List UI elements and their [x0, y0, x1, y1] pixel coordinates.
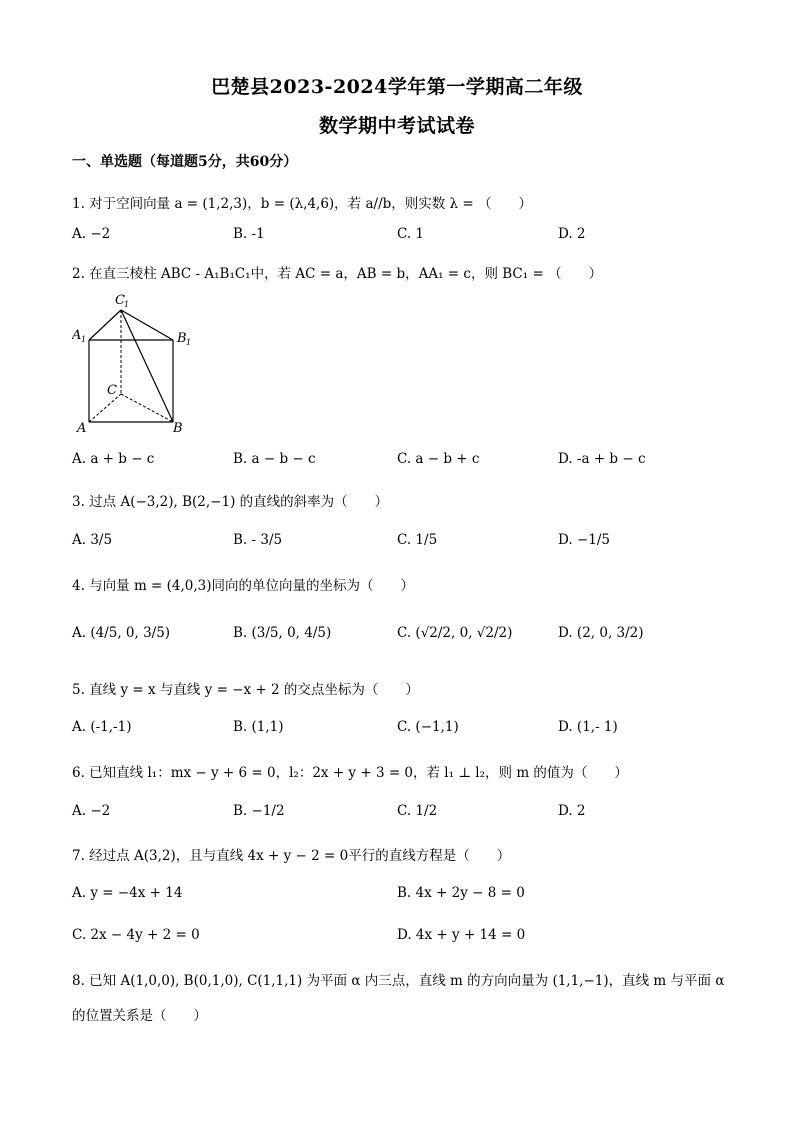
- question-2-stem: 2. 在直三棱柱 ABC - A₁B₁C₁中，若 AC = a，AB = b，AA₁ = c，则 BC₁ = （ ）: [72, 266, 603, 282]
- question-7-option-a: A. y = −4x + 14: [72, 885, 183, 901]
- question-2-option-a: A. a + b − c: [72, 451, 155, 467]
- label-a1-sub: 1: [81, 335, 87, 344]
- question-1-stem: 1. 对于空间向量 a = (1,2,3)，b = (λ,4,6)，若 a//b，则实数 λ = （ ）: [72, 196, 532, 212]
- label-b1-sub: 1: [186, 338, 192, 347]
- question-3-option-a: A. 3/5: [72, 532, 113, 548]
- question-1-option-c: C. 1: [397, 226, 425, 242]
- question-3-option-b: B. - 3/5: [233, 532, 283, 548]
- label-b: B: [173, 421, 183, 436]
- question-3-option-d: D. −1/5: [558, 532, 610, 548]
- question-4-option-d: D. (2, 0, 3/2): [558, 625, 644, 641]
- question-5-option-d: D. (1,- 1): [558, 719, 618, 735]
- label-b1: B: [177, 331, 187, 346]
- question-5-option-c: C. (−1,1): [397, 719, 459, 735]
- exam-title-line1: 巴楚县2023-2024学年第一学期高二年级: [211, 76, 583, 98]
- question-4-option-b: B. (3/5, 0, 4/5): [233, 625, 332, 641]
- question-7-stem: 7. 经过点 A(3,2)，且与直线 4x + y − 2 = 0平行的直线方程是（ ）: [72, 848, 511, 864]
- question-1-option-b: B. -1: [233, 226, 265, 242]
- question-2-option-b: B. a − b − c: [233, 451, 316, 467]
- question-2-option-c: C. a − b + c: [397, 451, 480, 467]
- question-6-option-b: B. −1/2: [233, 803, 285, 819]
- question-6-option-a: A. −2: [72, 803, 111, 819]
- question-1-option-d: D. 2: [558, 226, 586, 242]
- question-4-option-a: A. (4/5, 0, 3/5): [72, 625, 171, 641]
- question-6-option-c: C. 1/2: [397, 803, 438, 819]
- label-c: C: [107, 383, 117, 398]
- question-2-option-d: D. -a + b − c: [558, 451, 646, 467]
- question-7-option-d: D. 4x + y + 14 = 0: [397, 927, 526, 943]
- question-7-option-b: B. 4x + 2y − 8 = 0: [397, 885, 525, 901]
- question-8-stem-continued: 的位置关系是（ ）: [72, 1008, 207, 1024]
- question-5-stem: 5. 直线 y = x 与直线 y = −x + 2 的交点坐标为（ ）: [72, 682, 419, 698]
- section-heading: 一、单选题（每道题5分，共60分）: [72, 154, 298, 170]
- question-6-option-d: D. 2: [558, 803, 586, 819]
- prism-figure: [72, 290, 202, 438]
- label-c1: C: [115, 293, 125, 308]
- exam-title-line2: 数学期中考试试卷: [318, 115, 475, 137]
- question-3-option-c: C. 1/5: [397, 532, 438, 548]
- question-1-option-a: A. −2: [72, 226, 111, 242]
- question-4-stem: 4. 与向量 m = (4,0,3)同向的单位向量的坐标为（ ）: [72, 578, 415, 594]
- label-a: A: [77, 421, 87, 436]
- question-7-option-c: C. 2x − 4y + 2 = 0: [72, 927, 200, 943]
- question-8-stem: 8. 已知 A(1,0,0), B(0,1,0), C(1,1,1) 为平面 α 内三点，直线 m 的方向向量为 (1,1,−1)，直线 m 与平面 α: [72, 973, 725, 989]
- label-c1-sub: 1: [124, 300, 130, 309]
- question-5-option-b: B. (1,1): [233, 719, 284, 735]
- question-5-option-a: A. (-1,-1): [72, 719, 132, 735]
- question-6-stem: 6. 已知直线 l₁：mx − y + 6 = 0，l₂：2x + y + 3 = 0，若 l₁ ⊥ l₂，则 m 的值为（ ）: [72, 765, 628, 781]
- label-a1: A: [72, 328, 82, 343]
- question-4-option-c: C. (√2/2, 0, √2/2): [397, 625, 513, 641]
- question-3-stem: 3. 过点 A(−3,2), B(2,−1) 的直线的斜率为（ ）: [72, 494, 389, 510]
